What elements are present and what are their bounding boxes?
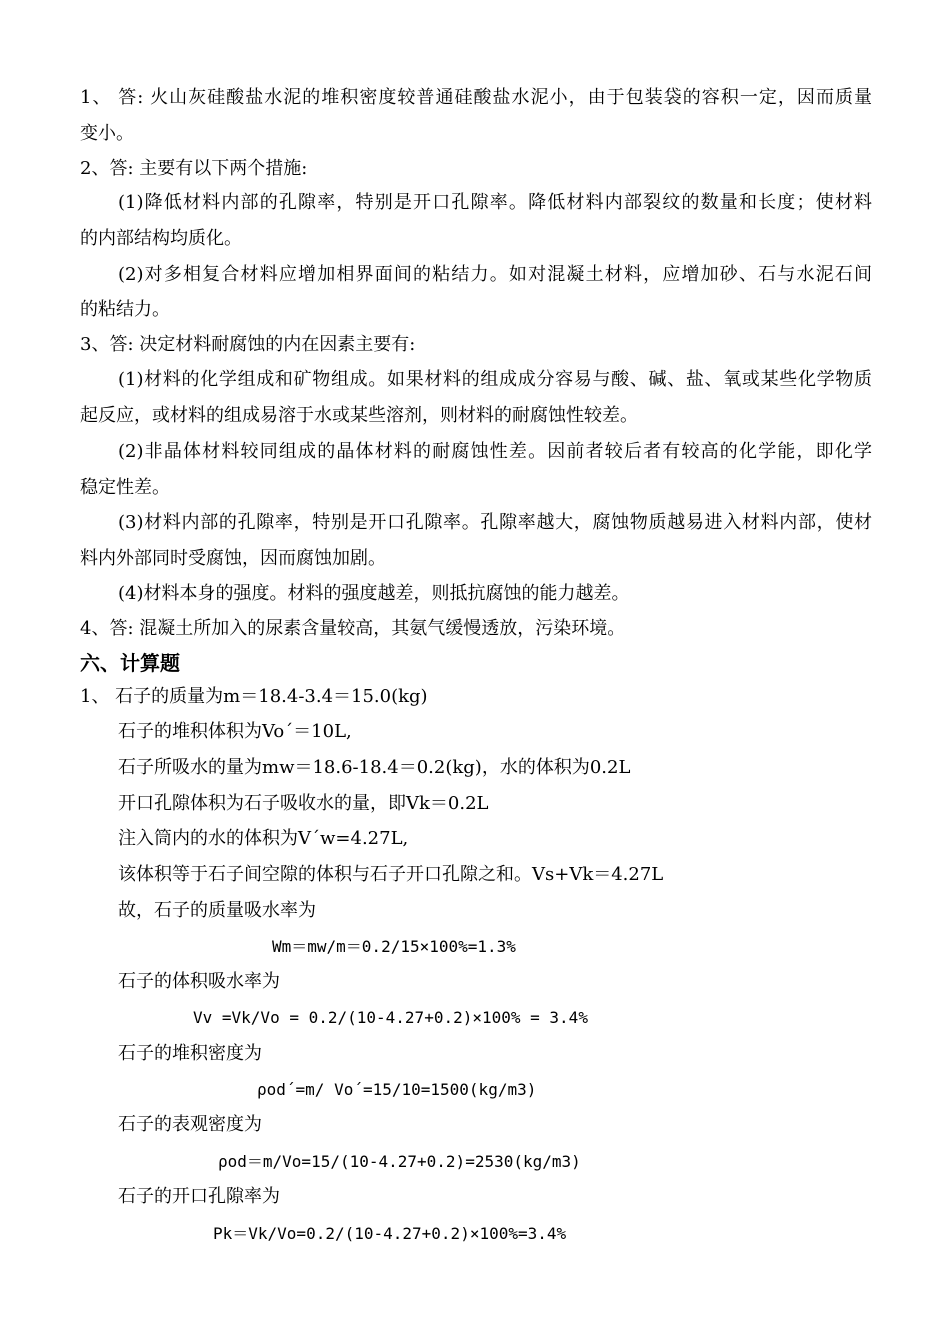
answer-3-intro: 3、答: 决定材料耐腐蚀的内在因素主要有: bbox=[80, 334, 416, 355]
answer-3-point-3-line-2: 料内外部同时受腐蚀，因而腐蚀加剧。 bbox=[80, 548, 386, 569]
calc-line-bulk-volume: 石子的堆积体积为Vo´＝10L, bbox=[118, 721, 352, 742]
calc-line-apparent-density-label: 石子的表观密度为 bbox=[118, 1114, 262, 1135]
calc-line-open-porosity-label: 石子的开口孔隙率为 bbox=[118, 1186, 280, 1207]
section-heading-calculation: 六、计算题 bbox=[80, 651, 180, 675]
answer-1-line-1: 1、 答: 火山灰硅酸盐水泥的堆积密度较普通硅酸盐水泥小，由于包装袋的容积一定，因而质量 bbox=[80, 87, 872, 108]
calc-line-open-pore-volume: 开口孔隙体积为石子吸收水的量，即Vk＝0.2L bbox=[118, 793, 489, 814]
answer-3-point-2-line-1: (2)非晶体材料较同组成的晶体材料的耐腐蚀性差。因前者较后者有较高的化学能，即化学 bbox=[118, 441, 872, 462]
formula-volume-absorption: Vv =Vk/Vo = 0.2/(10-4.27+0.2)×100% = 3.4% bbox=[193, 1008, 588, 1027]
formula-mass-absorption: Wm＝mw/m＝0.2/15×100%=1.3% bbox=[272, 937, 516, 956]
answer-2-point-2-line-2: 的粘结力。 bbox=[80, 299, 170, 320]
calc-line-mass-absorption-label: 故，石子的质量吸水率为 bbox=[118, 900, 316, 921]
formula-open-porosity: Pk＝Vk/Vo=0.2/(10-4.27+0.2)×100%=3.4% bbox=[213, 1224, 567, 1243]
answer-3-point-1-line-2: 起反应，或材料的组成易溶于水或某些溶剂，则材料的耐腐蚀性较差。 bbox=[80, 405, 638, 426]
calc-line-volume-absorption-label: 石子的体积吸水率为 bbox=[118, 971, 280, 992]
answer-2-point-1-line-1: (1)降低材料内部的孔隙率，特别是开口孔隙率。降低材料内部裂纹的数量和长度；使材料 bbox=[118, 192, 872, 213]
answer-3-point-4: (4)材料本身的强度。材料的强度越差，则抵抗腐蚀的能力越差。 bbox=[118, 583, 630, 604]
calc-line-water-absorbed: 石子所吸水的量为mw＝18.6-18.4＝0.2(kg)，水的体积为0.2L bbox=[118, 757, 631, 778]
calc-line-void-sum: 该体积等于石子间空隙的体积与石子开口孔隙之和。Vs+Vk＝4.27L bbox=[118, 864, 664, 885]
calc-line-water-injected: 注入筒内的水的体积为V´w=4.27L, bbox=[118, 828, 409, 849]
answer-3-point-2-line-2: 稳定性差。 bbox=[80, 477, 170, 498]
formula-bulk-density: ρod´=m/ Vo´=15/10=1500(kg/m3) bbox=[257, 1080, 537, 1099]
answer-2-point-2-line-1: (2)对多相复合材料应增加相界面间的粘结力。如对混凝土材料，应增加砂、石与水泥石间 bbox=[118, 264, 872, 285]
calc-line-stone-mass: 1、 石子的质量为m＝18.4-3.4＝15.0(kg) bbox=[80, 686, 428, 707]
answer-2-intro: 2、答: 主要有以下两个措施: bbox=[80, 158, 308, 179]
answer-2-point-1-line-2: 的内部结构均质化。 bbox=[80, 228, 242, 249]
answer-3-point-3-line-1: (3)材料内部的孔隙率，特别是开口孔隙率。孔隙率越大，腐蚀物质越易进入材料内部，使材 bbox=[118, 512, 872, 533]
answer-1-line-2: 变小。 bbox=[80, 123, 134, 144]
answer-4: 4、答: 混凝土所加入的尿素含量较高，其氨气缓慢透放，污染环境。 bbox=[80, 618, 626, 639]
formula-apparent-density: ρod＝m/Vo=15/(10-4.27+0.2)=2530(kg/m3) bbox=[218, 1152, 581, 1171]
answer-3-point-1-line-1: (1)材料的化学组成和矿物组成。如果材料的组成成分容易与酸、碱、盐、氧或某些化学物质 bbox=[118, 369, 872, 390]
calc-line-bulk-density-label: 石子的堆积密度为 bbox=[118, 1043, 262, 1064]
